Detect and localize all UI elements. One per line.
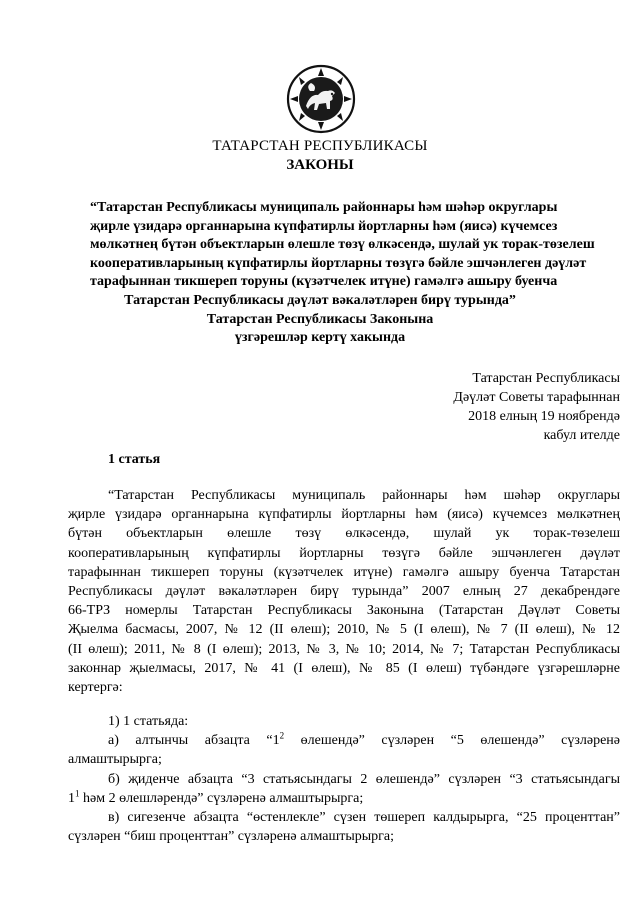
article-heading: 1 статья bbox=[108, 452, 161, 467]
paragraph-line: Җыелма басмасы, 2007, № 12 (II өлеш); 2010, № 5 (I өлеш), № 7 (II өлеш), № 12 bbox=[68, 622, 620, 638]
paragraph-line: кооперативларының күпфатирлы йортларны төзүгә бәйле эшчәнлеген дәүләт bbox=[68, 545, 620, 561]
adoption-line: 2018 елның 19 ноябрендә bbox=[468, 409, 620, 424]
title-line: Татарстан Республикасы Законына bbox=[206, 311, 434, 327]
paragraph-line: җирле үзидарә органнарына күпфатирлы йортларны һәм (яисә) күчемсез мөлкәтнең bbox=[68, 507, 620, 523]
item-heading: 1) 1 статьяда: bbox=[108, 714, 189, 729]
adoption-line: Дәүләт Советы тарафыннан bbox=[453, 390, 620, 405]
title-line: “Татарстан Республикасы муниципаль районнары һәм шәһәр округлары bbox=[90, 200, 558, 215]
item-b-line2 bbox=[68, 789, 620, 808]
paragraph-line: кертергә: bbox=[68, 680, 123, 696]
paragraph-line: бүтән объектларын өлешле төзү өлкәсендә, шулай ук торак-төзелеш bbox=[68, 526, 620, 542]
republic-name: ТАТАРСТАН РЕСПУБЛИКАСЫ bbox=[212, 138, 428, 154]
adoption-line: кабул ителде bbox=[543, 428, 620, 443]
law-title bbox=[90, 199, 595, 348]
title-line: тарафыннан тикшереп торуны (күзәтчелек итүне) гамәлгә ашыру буенча bbox=[90, 274, 558, 290]
paragraph-line: тарафыннан тикшереп торуны (күзәтчелек итүне) гамәлгә ашыру буенча Татарстан bbox=[68, 564, 620, 580]
paragraph-line: 66-ТРЗ номерлы Татарстан Республикасы Законына (Татарстан Дәүләт Советы bbox=[68, 603, 620, 619]
superscript: 2 bbox=[279, 730, 285, 741]
item-b-line: б) җиденче абзацта “3 статьясындагы 2 өлешендә” сүзләрен “3 статьясындагы bbox=[108, 771, 620, 787]
item-a-continuation: алмаштырырга; bbox=[68, 752, 162, 768]
intro-paragraph bbox=[68, 486, 620, 697]
adoption-line: Татарстан Республикасы bbox=[472, 371, 620, 386]
paragraph-line: законнар җыелмасы, 2017, № 41 (I өлеш), № 85 (I өлеш) түбәндәге үзгәрешләрне bbox=[68, 660, 620, 676]
title-line: җирле үзидарә органнарына күпфатирлы йортларны һәм (яисә) күчемсез bbox=[90, 218, 558, 234]
item-c-line2: сүзләрен “биш проценттан” сүзләренә алмаштырырга; bbox=[68, 829, 394, 845]
superscript: 1 bbox=[75, 788, 80, 799]
coat-of-arms-emblem bbox=[286, 64, 356, 134]
title-line: мөлкәтнең бүтән объектларын өлешле төзү өлкәсендә, шулай ук торак-төзелеш bbox=[90, 237, 595, 253]
item-a-text-cont: өлешендә” сүзләрен “5 өлешендә” сүзләренә bbox=[284, 733, 621, 749]
snow-leopard-emblem-icon bbox=[286, 64, 356, 134]
paragraph-line: (II өлеш); 2011, № 8 (I өлеш); 2013, № 3, № 10; 2014, № 7; Татарстан Республикасы bbox=[68, 641, 620, 657]
item-a-line bbox=[68, 731, 620, 750]
adoption-block bbox=[453, 369, 620, 445]
amendment-items bbox=[68, 712, 620, 846]
paragraph-line: “Татарстан Республикасы муниципаль районнары һәм шәһәр округлары bbox=[108, 488, 620, 503]
law-heading: ЗАКОНЫ bbox=[286, 157, 354, 173]
item-b-text: һәм 2 өлешләрендә” сүзләренә алмаштырырга; bbox=[79, 790, 364, 806]
title-line: кооперативларының күпфатирлы йортларны төзүгә бәйле эшчәнлеген дәүләт bbox=[90, 255, 587, 271]
item-b-number: 1 bbox=[68, 790, 75, 806]
paragraph-line: Республикасы дәүләт вәкаләтләрен бирү турында” 2007 елның 27 декабрендәге bbox=[68, 584, 620, 600]
item-c-line: в) сигезенче абзацта “өстенлекле” сүзен төшереп калдырырга, “25 проценттан” bbox=[108, 810, 620, 826]
title-line: үзгәрешләр кертү хакында bbox=[234, 330, 406, 346]
item-a-text: а) алтынчы абзацта “1 bbox=[108, 733, 280, 749]
title-line: Татарстан Республикасы дәүләт вәкаләтләрен бирү турында” bbox=[124, 292, 516, 308]
